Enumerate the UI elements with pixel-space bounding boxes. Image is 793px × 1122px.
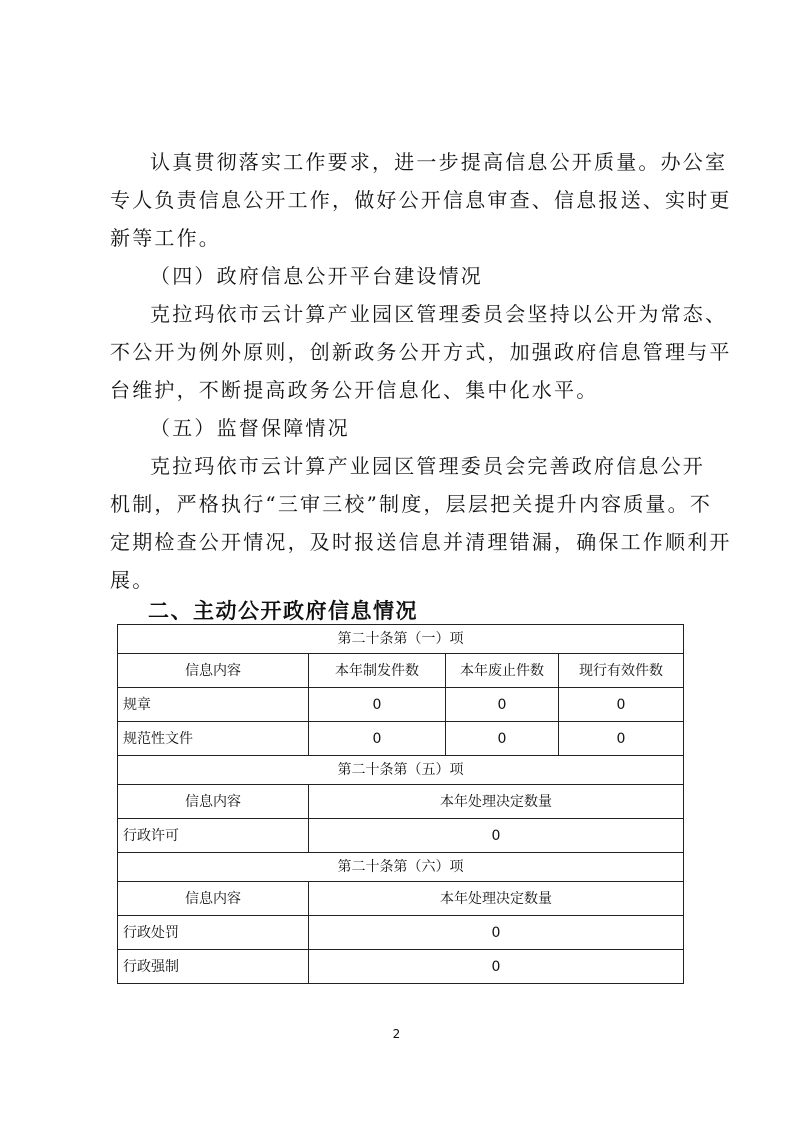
- column-header: 本年制发件数: [309, 654, 446, 688]
- row-label: 规章: [118, 688, 309, 722]
- table-row: [118, 722, 684, 756]
- table-row: [118, 819, 684, 853]
- subsection-heading: （四）政府信息公开平台建设情况: [150, 264, 483, 288]
- row-label: 规范性文件: [118, 722, 309, 756]
- paragraph-line: 台维护，不断提高政务公开信息化、集中化水平。: [110, 378, 599, 402]
- table-cell: 0: [559, 722, 684, 756]
- column-header: 信息内容: [118, 882, 309, 916]
- paragraph-line: 新等工作。: [110, 226, 221, 250]
- table-cell: 0: [446, 688, 559, 722]
- table-section-title: 第二十条第（五）项: [118, 756, 684, 785]
- table-cell: 0: [559, 688, 684, 722]
- table-section-title: 第二十条第（六）项: [118, 853, 684, 882]
- section-title: 二、主动公开政府信息情况: [148, 599, 418, 623]
- table-row: [118, 916, 684, 950]
- table-cell: 0: [446, 722, 559, 756]
- paragraph-line: 展。: [110, 568, 155, 592]
- paragraph-line: 定期检查公开情况，及时报送信息并清理错漏，确保工作顺利开: [110, 530, 732, 554]
- column-header: 现行有效件数: [559, 654, 684, 688]
- paragraph-line: 克拉玛依市云计算产业园区管理委员会完善政府信息公开: [150, 454, 705, 478]
- column-header: 本年处理决定数量: [309, 785, 684, 819]
- table-row: [118, 950, 684, 984]
- page-number: 2: [392, 1027, 401, 1041]
- table-row: [118, 688, 684, 722]
- paragraph-line: 专人负责信息公开工作，做好公开信息审查、信息报送、实时更: [110, 188, 732, 212]
- table-cell: 0: [309, 722, 446, 756]
- row-label: 行政处罚: [118, 916, 309, 950]
- table-cell: 0: [309, 950, 684, 984]
- table-section-title: 第二十条第（一）项: [118, 625, 684, 654]
- paragraph-line: 不公开为例外原则，创新政务公开方式，加强政府信息管理与平: [110, 340, 732, 364]
- column-header: 信息内容: [118, 654, 309, 688]
- row-label: 行政强制: [118, 950, 309, 984]
- paragraph-line: 认真贯彻落实工作要求，进一步提高信息公开质量。办公室: [150, 150, 728, 174]
- row-label: 行政许可: [118, 819, 309, 853]
- column-header: 信息内容: [118, 785, 309, 819]
- paragraph-line: 机制，严格执行“三审三校”制度，层层把关提升内容质量。不: [110, 492, 713, 516]
- column-header: 本年废止件数: [446, 654, 559, 688]
- table-cell: 0: [309, 916, 684, 950]
- disclosure-table: [117, 624, 684, 984]
- table-cell: 0: [309, 819, 684, 853]
- subsection-heading: （五）监督保障情况: [150, 416, 350, 440]
- paragraph-line: 克拉玛依市云计算产业园区管理委员会坚持以公开为常态、: [150, 302, 728, 326]
- column-header: 本年处理决定数量: [309, 882, 684, 916]
- table-cell: 0: [309, 688, 446, 722]
